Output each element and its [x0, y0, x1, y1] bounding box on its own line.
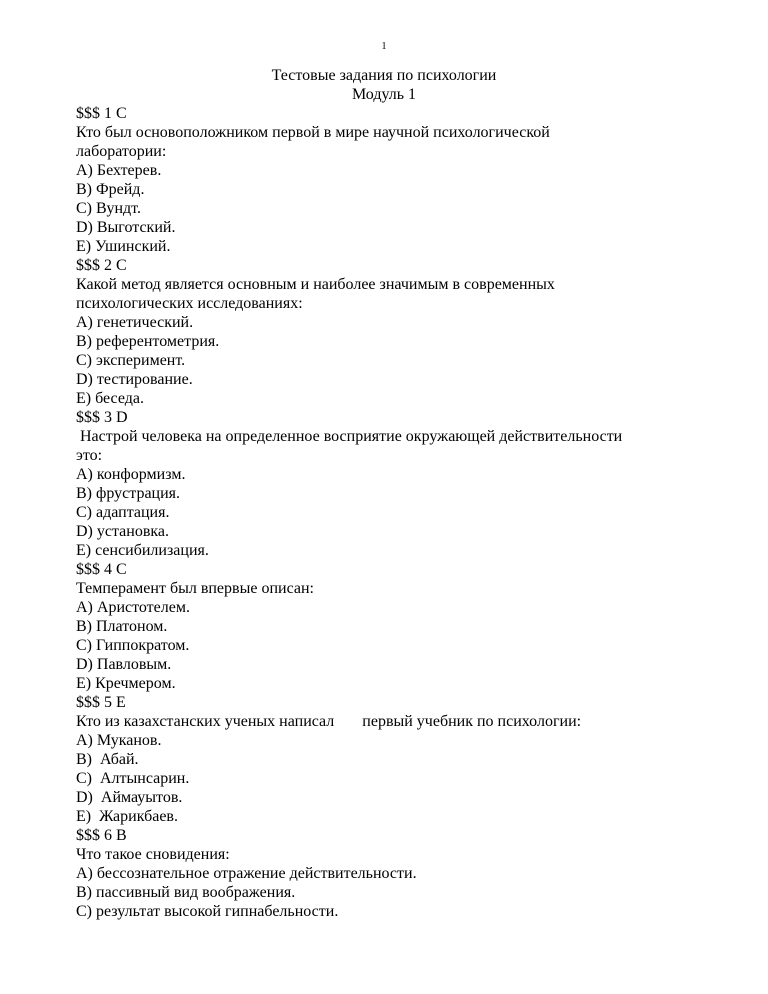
answer-option: E) Кречмером.	[76, 675, 176, 692]
page-number: 1	[381, 41, 387, 52]
question-text: Настрой человека на определенное восприятие окружающей действительности	[76, 428, 623, 445]
question-text: это:	[76, 447, 103, 464]
question-header: $$$ 5 E	[76, 694, 126, 711]
answer-option: E) беседа.	[76, 390, 144, 407]
answer-option: A) конформизм.	[76, 466, 186, 483]
answer-option: B) Абай.	[76, 751, 139, 768]
answer-option: D) Выготский.	[76, 219, 176, 236]
answer-option: E) Жарикбаев.	[76, 808, 178, 825]
question-text: Что такое сновидения:	[76, 846, 230, 863]
answer-option: B) пассивный вид воображения.	[76, 884, 296, 901]
question-header: $$$ 1 C	[76, 105, 127, 122]
answer-option: D) Павловым.	[76, 656, 172, 673]
answer-option: A) бессознательное отражение действительности.	[76, 865, 417, 882]
answer-option: B) референтометрия.	[76, 333, 220, 350]
question-header: $$$ 6 B	[76, 827, 127, 844]
answer-option: C) Гиппократом.	[76, 637, 190, 654]
answer-option: B) Фрейд.	[76, 181, 145, 198]
document-title: Тестовые задания по психологии	[271, 67, 497, 84]
answer-option: D) установка.	[76, 523, 170, 540]
answer-option: B) фрустрация.	[76, 485, 181, 502]
answer-option: E) Ушинский.	[76, 238, 171, 255]
answer-option: A) Бехтерев.	[76, 162, 162, 179]
question-text: лаборатории:	[76, 143, 167, 160]
question-text: Какой метод является основным и наиболее значимым в современных	[76, 276, 555, 293]
question-header: $$$ 4 C	[76, 561, 127, 578]
answer-option: E) сенсибилизация.	[76, 542, 209, 559]
answer-option: D) тестирование.	[76, 371, 193, 388]
test-questions-body	[76, 104, 716, 921]
question-header: $$$ 2 C	[76, 257, 127, 274]
answer-option: A) генетический.	[76, 314, 194, 331]
question-text: Кто был основоположником первой в мире научной психологической	[76, 124, 550, 141]
answer-option: C) Алтынсарин.	[76, 770, 190, 787]
answer-option: A) Муканов.	[76, 732, 162, 749]
answer-option: C) результат высокой гипнабельности.	[76, 903, 339, 920]
question-header: $$$ 3 D	[76, 409, 128, 426]
answer-option: D) Аймауытов.	[76, 789, 183, 806]
answer-option: C) эксперимент.	[76, 352, 186, 369]
module-subtitle: Модуль 1	[351, 86, 417, 103]
answer-option: B) Платоном.	[76, 618, 168, 635]
answer-option: C) адаптация.	[76, 504, 170, 521]
question-text: психологических исследованиях:	[76, 295, 303, 312]
answer-option: A) Аристотелем.	[76, 599, 190, 616]
question-text: Кто из казахстанских ученых написал первый учебник по психологии:	[76, 713, 582, 730]
question-text: Темперамент был впервые описан:	[76, 580, 314, 597]
answer-option: C) Вундт.	[76, 200, 141, 217]
